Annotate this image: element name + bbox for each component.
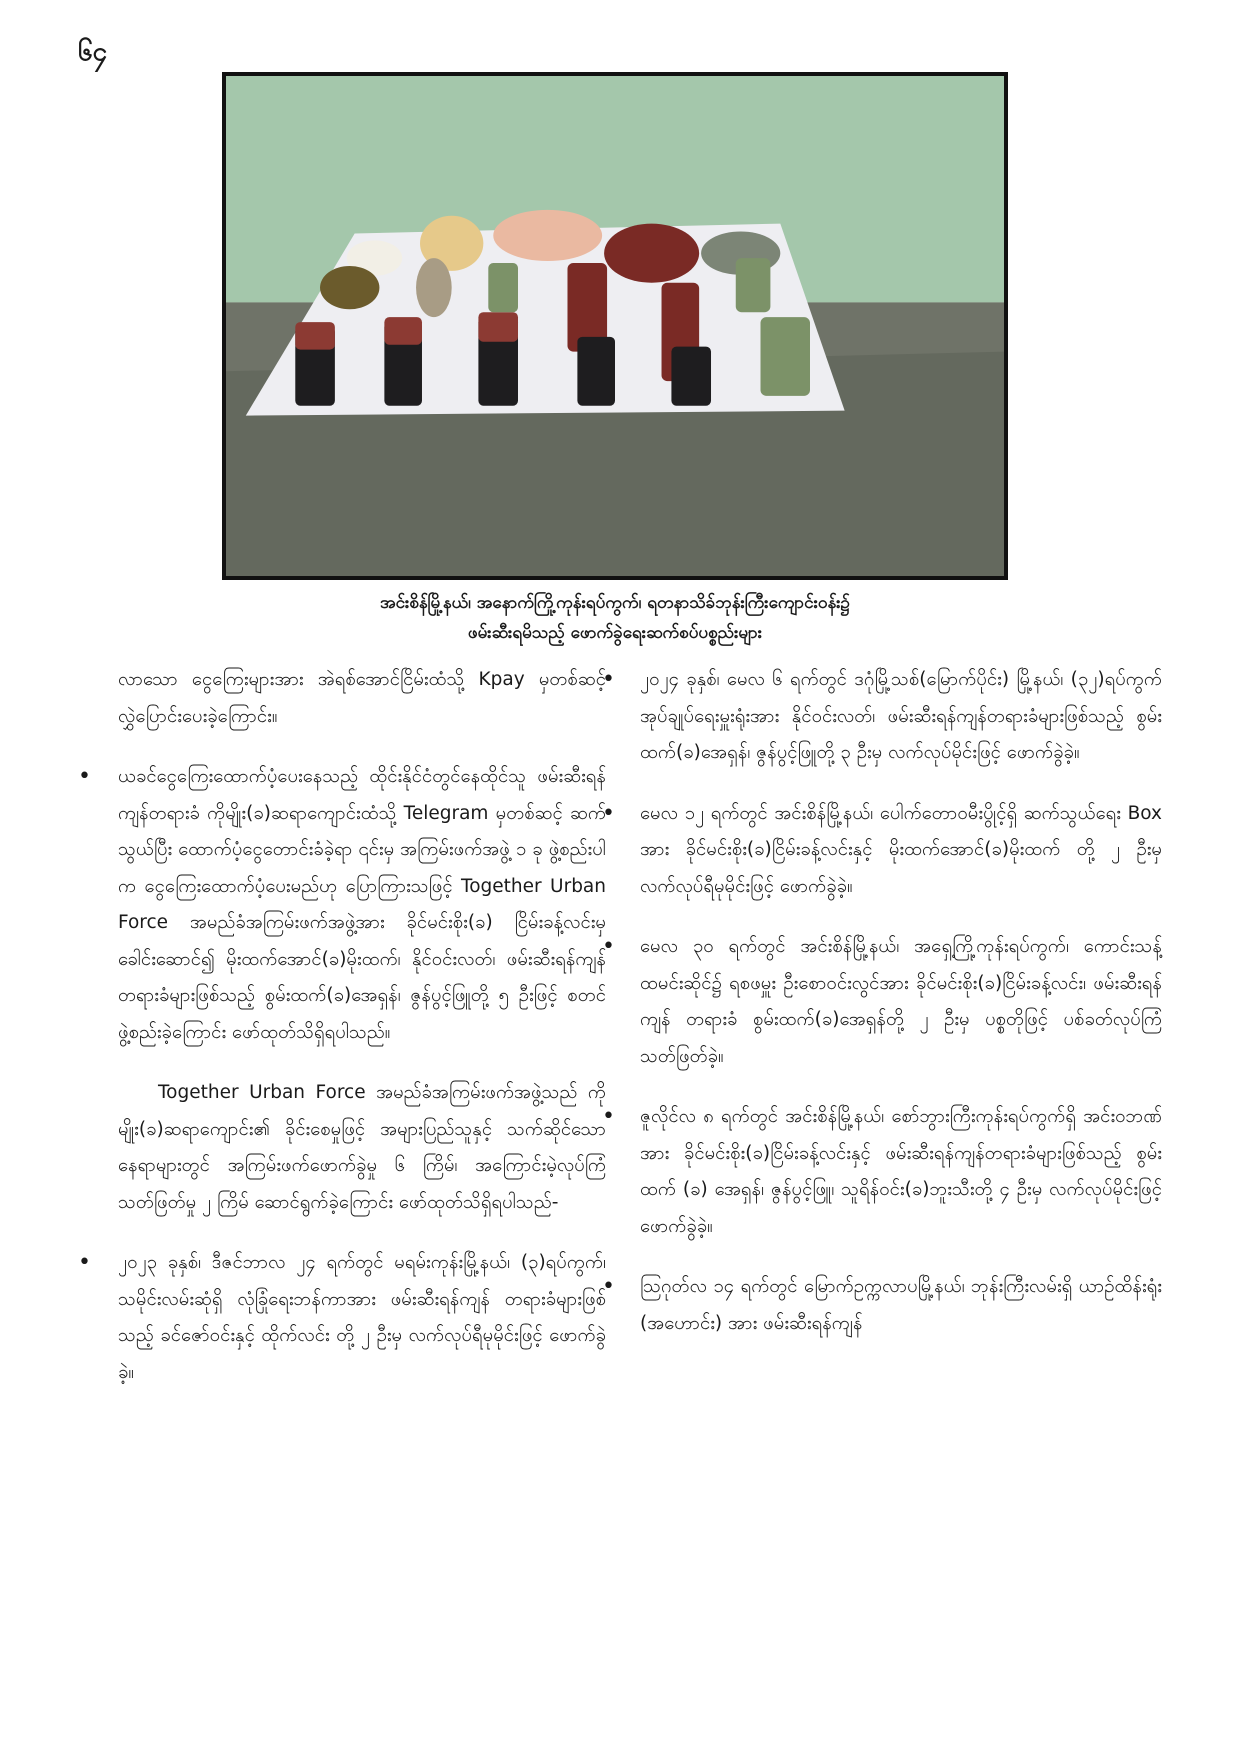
paragraph: လာသော ငွေကြေးများအား အဲရစ်အောင်ငြိမ်းထံသို့ Kpay မှတစ်ဆင့် လွှဲပြောင်းပေးခဲ့ကြောင်း။ — [118, 669, 606, 727]
bullet-item: • ယခင်ငွေကြေးထောက်ပံ့ပေးနေသည့် ထိုင်းနိုင်ငံတွင်နေထိုင်သူ ဖမ်းဆီးရန်ကျန်တရားခံ ကိုမျိုး(ခ)ဆရာကျောင်းထံသို့ Telegram မှတစ်ဆင့် ဆက်သွယ်ပြီး ထောက်ပံ့ငွေတောင်းခံခဲ့ရာ ၎င်းမှ အကြမ်းဖက်အဖွဲ့ ၁ ခု ဖွဲ့စည်းပါက ငွေကြေးထောက်ပံ့ပေးမည်ဟု ပြောကြားသဖြင့် Together Urban Force အမည်ခံအကြမ်းဖက်အဖွဲ့အား ခိုင်မင်းစိုး(ခ) ငြိမ်းခန့်လင်းမှခေါင်းဆောင်၍ မိုးထက်အောင်(ခ)မိုးထက်၊ နိုင်ဝင်းလတ်၊ ဖမ်းဆီးရန်ကျန် တရားခံများဖြစ်သည့် စွမ်းထက်(ခ)အေရှန်၊ ဇွန်ပွင့်ဖြူတို့ ၅ ဦးဖြင့် စတင်ဖွဲ့စည်းခဲ့ကြောင်း ဖော်ထုတ်သိရှိရပါသည်။ — [118, 759, 606, 1051]
figure-caption — [200, 588, 1030, 648]
caption-line-2: ဖမ်းဆီးရမိသည့် ဖောက်ခွဲရေးဆက်စပ်ပစ္စည်းများ — [467, 623, 763, 643]
page-number: ၆၄ — [78, 37, 108, 67]
evidence-photo — [222, 72, 1008, 580]
bullet-item: • ဇူလိုင်လ ၈ ရက်တွင် အင်းစိန်မြို့နယ်၊ စော်ဘွားကြီးကုန်းရပ်ကွက်ရှိ အင်းဝဘဏ်အား ခိုင်မင်းစိုး(ခ)ငြိမ်းခန့်လင်းနှင့် ဖမ်းဆီးရန်ကျန်တရားခံများဖြစ်သည့် စွမ်းထက် (ခ) အေရှန်၊ ဇွန်ပွင့်ဖြူ၊ သူရိန်ဝင်း(ခ)ဘူးသီးတို့ ၄ ဦးမှ လက်လုပ်မိုင်းဖြင့် ဖောက်ခွဲခဲ့။ — [640, 1099, 1162, 1245]
bullet-item: • မေလ ၃၀ ရက်တွင် အင်းစိန်မြို့နယ်၊ အရှေ့ကြို့ကုန်းရပ်ကွက်၊ ကောင်းသန့်ထမင်းဆိုင်၌ ရစဖမှူး ဦးစောဝင်းလွင်အား ခိုင်မင်းစိုး(ခ)ငြိမ်းခန့်လင်း၊ ဖမ်းဆီးရန်ကျန် တရားခံ စွမ်းထက်(ခ)အေရှန်တို့ ၂ ဦးမှ ပစ္စတိုဖြင့် ပစ်ခတ်လုပ်ကြံသတ်ဖြတ်ခဲ့။ — [640, 929, 1162, 1075]
paragraph: Together Urban Force အမည်ခံအကြမ်းဖက်အဖွဲ့သည် ကိုမျိုး(ခ)ဆရာကျောင်း၏ ခိုင်းစေမှုဖြင့် အများပြည်သူနှင့် သက်ဆိုင်သောနေရာများတွင် အကြမ်းဖက်ဖောက်ခွဲမှု ၆ ကြိမ်၊ အကြောင်းမဲ့လုပ်ကြံသတ်ဖြတ်မှု ၂ ကြိမ် ဆောင်ရွက်ခဲ့ကြောင်း ဖော်ထုတ်သိရှိရပါသည်- — [118, 1082, 606, 1213]
bullet-item: • ၂၀၂၃ ခုနှစ်၊ ဒီဇင်ဘာလ ၂၄ ရက်တွင် မရမ်းကုန်းမြို့နယ်၊ (၃)ရပ်ကွက်၊ သမိုင်းလမ်းဆုံရှိ လုံခြုံရေးဘန်ကာအား ဖမ်းဆီးရန်ကျန် တရားခံများဖြစ်သည့် ခင်ဇော်ဝင်းနှင့် ထိုက်လင်း တို့ ၂ ဦးမှ လက်လုပ်ရီမုမိုင်းဖြင့် ဖောက်ခွဲခဲ့။ — [118, 1245, 606, 1391]
left-column — [118, 662, 606, 1415]
evidence-photo-illustration — [226, 76, 1004, 576]
caption-line-1: အင်းစိန်မြို့နယ်၊ အနောက်ကြို့ကုန်းရပ်ကွက်၊ ရတနာသိခ်ဘုန်းကြီးကျောင်းဝန်း၌ — [379, 593, 851, 613]
bullet-item: • မေလ ၁၂ ရက်တွင် အင်းစိန်မြို့နယ်၊ ပေါက်တောဝမီးပွိုင့်ရှိ ဆက်သွယ်ရေး Box အား ခိုင်မင်းစိုး(ခ)ငြိမ်းခန့်လင်းနှင့် မိုးထက်အောင်(ခ)မိုးထက် တို့ ၂ ဦးမှ လက်လုပ်ရီမုမိုင်းဖြင့် ဖောက်ခွဲခဲ့။ — [640, 796, 1162, 906]
bullet-item: • ဩဂုတ်လ ၁၄ ရက်တွင် မြောက်ဥက္ကလာပမြို့နယ်၊ ဘုန်းကြီးလမ်းရှိ ယာဉ်ထိန်းရုံး (အဟောင်း) အား ဖမ်းဆီးရန်ကျန် — [640, 1269, 1162, 1342]
bullet-item: • ၂၀၂၄ ခုနှစ်၊ မေလ ၆ ရက်တွင် ဒဂုံမြို့သစ်(မြောက်ပိုင်း) မြို့နယ်၊ (၃၂)ရပ်ကွက်အုပ်ချုပ်ရေးမှူးရုံးအား နိုင်ဝင်းလတ်၊ ဖမ်းဆီးရန်ကျန်တရားခံများဖြစ်သည့် စွမ်းထက်(ခ)အေရှန်၊ ဇွန်ပွင့်ဖြူတို့ ၃ ဦးမှ လက်လုပ်မိုင်းဖြင့် ဖောက်ခွဲခဲ့။ — [640, 662, 1162, 772]
right-column — [640, 662, 1162, 1366]
